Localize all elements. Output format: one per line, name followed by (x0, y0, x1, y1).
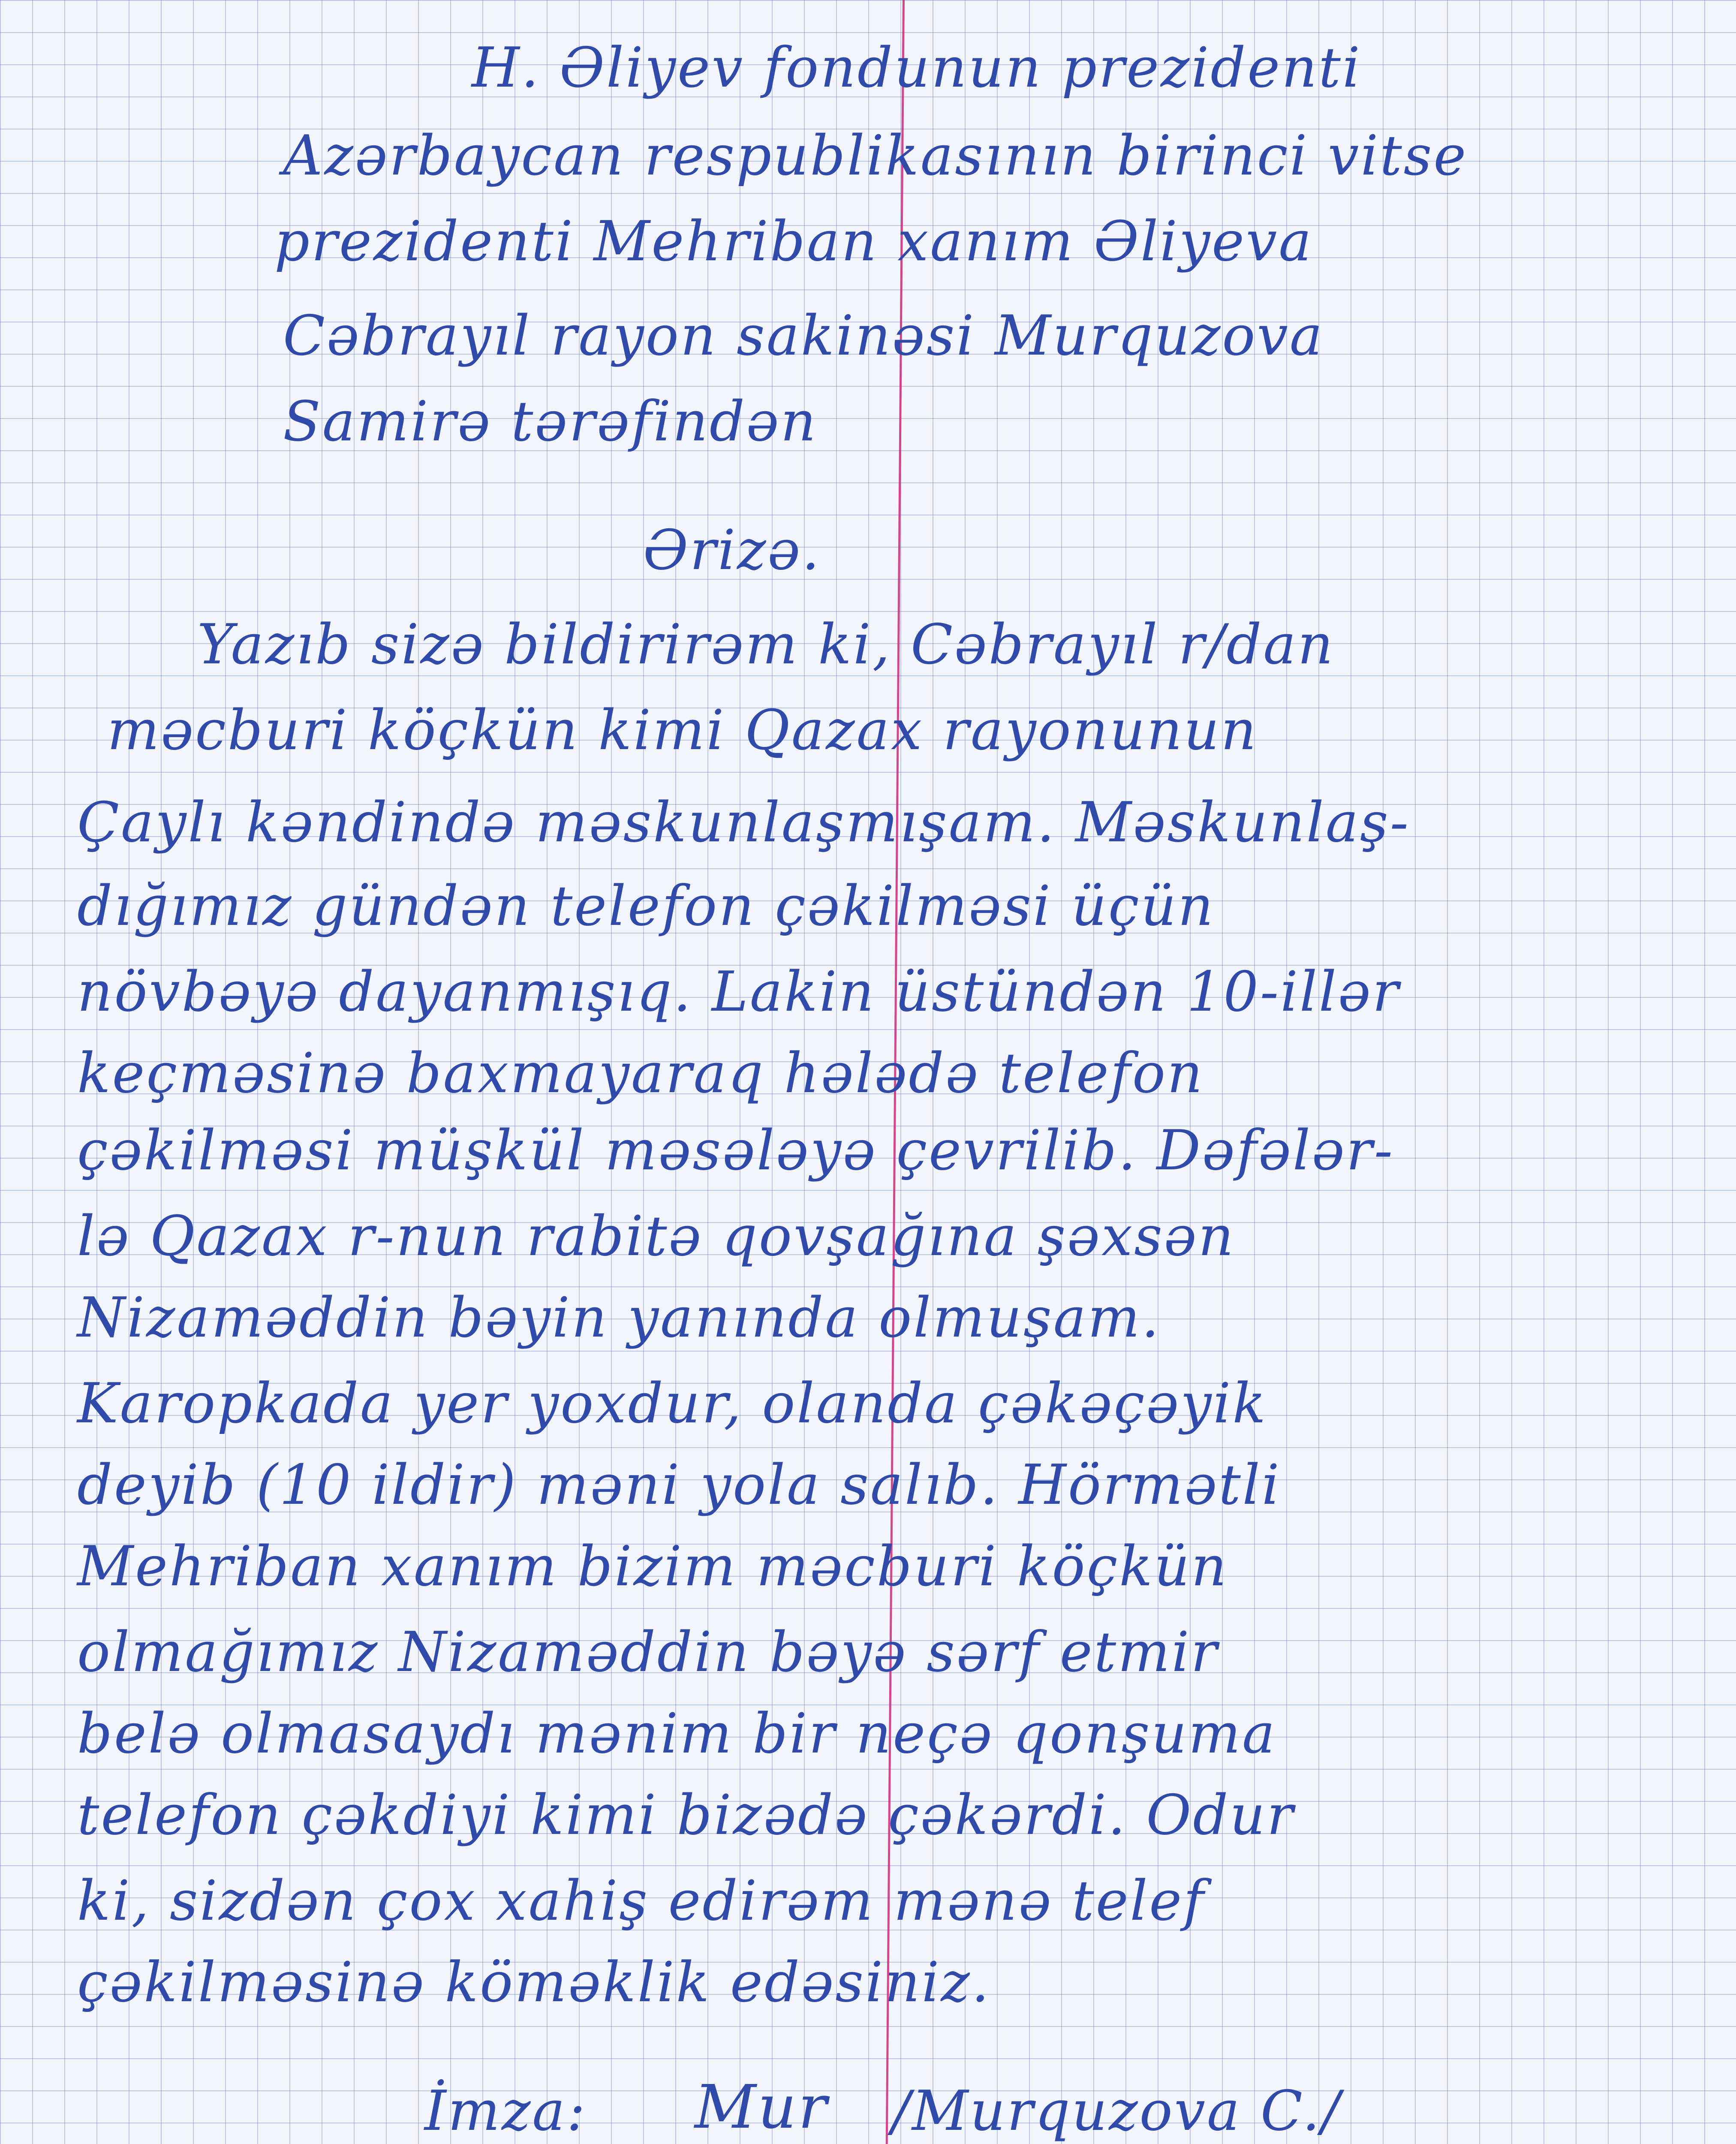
signature-label: İmza: (424, 2079, 587, 2143)
body-line-17: çəkilməsinə köməklik edəsiniz. (77, 1951, 991, 2015)
body-line-2: məcburi köçkün kimi Qazax rayonunun (107, 699, 1258, 762)
body-line-16: ki, sizdən çox xahiş edirəm mənə telef (77, 1869, 1206, 1933)
body-line-5: növbəyə dayanmışıq. Lakin üstündən 10-illər (77, 960, 1400, 1024)
body-line-10: Karopkada yer yoxdur, olanda çəkəçəyik (77, 1372, 1267, 1436)
header-line-2: Azərbaycan respublikasının birinci vitse (283, 124, 1468, 188)
body-line-11: deyib (10 ildir) məni yola salıb. Hörmətli (77, 1453, 1281, 1517)
header-line-1: H. Əliyev fondunun prezidenti (472, 36, 1362, 100)
body-line-13: olmağımız Nizaməddin bəyə sərf etmir (77, 1620, 1219, 1684)
body-line-3: Çaylı kəndində məskunlaşmışam. Məskunlaş- (77, 791, 1410, 855)
body-line-12: Mehriban xanım bizim məcburi köçkün (77, 1535, 1228, 1599)
signature-name: /Murquzova C./ (892, 2079, 1342, 2143)
body-line-15: telefon çəkdiyi kimi bizədə çəkərdi. Odur (77, 1783, 1295, 1847)
body-line-4: dığımız gündən telefon çəkilməsi üçün (77, 874, 1215, 938)
body-line-14: belə olmasaydı mənim bir neçə qonşuma (77, 1702, 1277, 1766)
body-line-6: keçməsinə baxmayaraq hələdə telefon (77, 1042, 1204, 1105)
body-line-8: lə Qazax r-nun rabitə qovşağına şəxsən (77, 1204, 1236, 1268)
header-line-4: Cəbrayıl rayon sakinəsi Murquzova (283, 304, 1324, 368)
header-line-5: Samirə tərəfindən (283, 390, 818, 454)
body-line-7: çəkilməsi müşkül məsələyə çevrilib. Dəfələr- (77, 1119, 1395, 1183)
signature-scrawl: Mur (695, 2072, 829, 2142)
body-line-1: Yazıb sizə bildirirəm ki, Cəbrayıl r/dan (197, 613, 1335, 677)
body-line-9: Nizaməddin bəyin yanında olmuşam. (77, 1286, 1161, 1350)
letter-title: Ərizə. (643, 518, 821, 582)
header-line-3: prezidenti Mehriban xanım Əliyeva (274, 210, 1313, 274)
